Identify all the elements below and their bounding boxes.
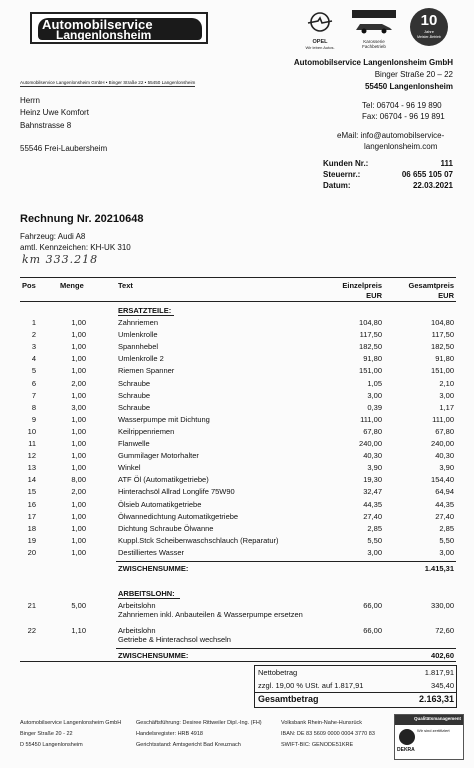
recipient-salutation: Herrn: [20, 96, 41, 105]
footer-bank-line: Volksbank Rhein-Nahe-Hunsrück: [281, 720, 363, 726]
cell-gesamt: 154,40: [431, 475, 454, 485]
total-value: 2.163,31: [418, 694, 454, 704]
cell-einzel: 44,35: [363, 499, 382, 509]
footer-legal: [136, 718, 262, 751]
cell-text: Kuppl.Stck Scheibenwaschschlauch (Reparatur): [118, 535, 279, 545]
col-einzel-unit: EUR: [366, 291, 382, 300]
cell-menge: 1,00: [71, 318, 86, 327]
cell-pos: 3: [31, 342, 36, 352]
table-row: [20, 366, 456, 378]
recipient-city: 55546 Frei-Laubersheim: [20, 144, 108, 153]
col-gesamt-unit: EUR: [438, 291, 454, 300]
cell-text: Winkel: [118, 463, 141, 473]
dekra-seal-icon: [399, 729, 415, 745]
cell-gesamt: 111,00: [432, 414, 454, 424]
cell-einzel: 5,50: [367, 535, 382, 545]
tax-no: 06 655 105 07: [401, 170, 453, 179]
plate-label: amtl. Kennzeichen: KH-UK 310: [20, 243, 131, 252]
cell-pos: 16: [27, 499, 36, 509]
table-bottom-rule: [20, 661, 456, 662]
cell-menge: 1,00: [71, 451, 86, 461]
footer-legal-line: Gerichtsstand: Amtsgericht Bad Kreuznach: [136, 742, 241, 748]
cell-menge: 3,00: [71, 402, 86, 412]
customer-no: 111: [440, 159, 453, 168]
cell-text: Wasserpumpe mit Dichtung: [118, 414, 210, 424]
dekra-subtitle: Wir sind zertifiziert: [417, 728, 450, 733]
cell-einzel: 3,90: [367, 463, 382, 473]
company-logo: [30, 12, 208, 44]
vat-label: zzgl. 19,00 % USt. auf 1.817,91: [258, 681, 364, 690]
cell-desc: Getriebe & Hinterachsol wechseln: [118, 635, 231, 644]
table-row: [20, 463, 456, 475]
cell-menge: 1,00: [71, 535, 86, 545]
footer-address-line: Binger Straße 20 - 22: [20, 731, 73, 737]
table-row: [20, 512, 456, 524]
company-tel: Tel: 06704 - 96 19 890: [362, 101, 442, 110]
table-row: [20, 439, 456, 451]
cell-gesamt: 330,00: [431, 601, 454, 610]
cell-menge: 1,00: [71, 354, 86, 364]
table-row: [20, 342, 456, 354]
cell-pos: 2: [31, 330, 36, 340]
cell-einzel: 40,30: [363, 451, 382, 461]
cell-title: Arbeitslohn: [118, 601, 156, 610]
company-name: Automobilservice Langenlonsheim GmbH: [293, 58, 453, 67]
cell-pos: 22: [27, 626, 36, 635]
section-labor-underline: [118, 598, 180, 599]
cell-einzel: 27,40: [363, 511, 382, 521]
cell-gesamt: 240,00: [431, 439, 454, 448]
cell-menge: 1,00: [71, 342, 86, 352]
opel-bolt-icon: [302, 10, 338, 34]
subtotal1-label: ZWISCHENSUMME:: [118, 564, 189, 573]
table-row: [20, 330, 456, 342]
footer-address-line: D 55450 Langenlonsheim: [20, 742, 83, 748]
cell-menge: 1,00: [71, 499, 86, 509]
opel-slogan: Wir leben Autos.: [305, 45, 335, 50]
cell-pos: 20: [27, 547, 36, 557]
cell-menge: 1,00: [71, 366, 86, 376]
footer-bank: [281, 718, 375, 751]
table-row: [20, 536, 456, 548]
cell-text: Gummilager Motorhalter: [118, 451, 199, 461]
karosserie-logo: [352, 10, 396, 49]
customer-no-label: Kunden Nr.:: [323, 159, 369, 168]
cell-pos: 7: [31, 390, 36, 400]
cell-gesamt: 2,85: [439, 523, 454, 533]
footer-address-line: Automobilservice Langenlonsheim GmbH: [20, 720, 122, 726]
logo-line2: Langenlonsheim: [56, 28, 152, 42]
date-label: Datum:: [323, 181, 351, 190]
logo-line1: Automobilservice: [42, 17, 153, 32]
cell-gesamt: 3,00: [439, 390, 454, 400]
table-row: [20, 427, 456, 439]
tax-no-label: Steuernr.:: [323, 170, 361, 179]
cell-pos: 15: [27, 487, 36, 497]
cell-text: Keilrippenriemen: [118, 426, 175, 436]
subtotal1-rule: [116, 561, 456, 562]
cell-einzel: 182,50: [359, 342, 382, 352]
cell-menge: 1,00: [71, 547, 86, 557]
dekra-seal: [394, 714, 464, 760]
cell-einzel: 3,00: [367, 390, 382, 400]
table-header-rule: [20, 301, 456, 302]
table-row: [20, 391, 456, 403]
section-parts-title: ERSATZTEILE:: [118, 306, 172, 315]
anniversary-number: 10: [420, 12, 438, 29]
cell-menge: 1,00: [71, 330, 86, 340]
cell-gesamt: 44,35: [435, 499, 454, 509]
net-label: Nettobetrag: [258, 668, 298, 677]
cell-text: Ölwannedichtung Automatikgetriebe: [118, 511, 239, 521]
cell-text: Schraube: [118, 402, 151, 412]
cell-einzel: 2,85: [367, 523, 382, 533]
cell-pos: 12: [27, 451, 36, 461]
col-pos: Pos: [22, 281, 36, 290]
cell-menge: 1,00: [71, 414, 86, 424]
cell-gesamt: 2,10: [439, 378, 454, 388]
table-row: [20, 451, 456, 463]
cell-gesamt: 40,30: [435, 451, 454, 461]
cell-gesamt: 64,94: [435, 487, 454, 497]
cell-einzel: 67,80: [363, 426, 382, 436]
cell-gesamt: 27,40: [435, 511, 454, 521]
table-top-rule: [20, 277, 456, 278]
col-einzel: Einzelpreis: [342, 281, 382, 290]
cell-gesamt: 151,00: [431, 366, 454, 376]
cell-menge: 1,00: [71, 439, 86, 448]
footer-legal-line: Handelsregister: HRB 4918: [136, 731, 203, 737]
company-email: eMail: info@automobilservice-: [337, 131, 445, 140]
car-body-icon: [352, 18, 396, 34]
total-label: Gesamtbetrag: [258, 694, 319, 704]
cell-pos: 10: [27, 426, 36, 436]
cell-menge: 1,00: [71, 523, 86, 533]
footer-legal-line: Geschäftsführung: Desiree Rittweiler Dipl.-Ing. (FH): [136, 720, 262, 726]
cell-pos: 21: [27, 601, 36, 610]
cell-text: Zahnriemen: [118, 318, 159, 327]
cell-gesamt: 1,17: [439, 402, 454, 412]
cell-gesamt: 5,50: [439, 535, 454, 545]
table-row: [20, 500, 456, 512]
cell-text: Schraube: [118, 390, 151, 400]
cell-text: Schraube: [118, 378, 151, 388]
subtotal2-rule: [116, 648, 456, 649]
col-menge: Menge: [60, 281, 84, 290]
table-row: [20, 524, 456, 536]
cell-pos: 4: [31, 354, 36, 364]
col-gesamt: Gesamtpreis: [408, 281, 454, 290]
cell-menge: 8,00: [71, 475, 86, 485]
subtotal2-label: ZWISCHENSUMME:: [118, 651, 189, 660]
cell-pos: 13: [27, 463, 36, 473]
opel-logo: [302, 10, 338, 50]
cell-text: Umlenkrolle: [118, 330, 158, 340]
cell-pos: 18: [27, 523, 36, 533]
opel-label: OPEL: [312, 39, 328, 45]
cell-text: Hinterachsöl Allrad Longlife 75W90: [118, 487, 235, 497]
table-row: [20, 354, 456, 366]
cell-text: Spannhebel: [118, 342, 159, 352]
company-city: 55450 Langenlonsheim: [364, 82, 453, 91]
labor-row: [20, 601, 456, 623]
cell-text: ATF Öl (Automatikgetriebe): [118, 475, 209, 485]
recipient-name: Heinz Uwe Komfort: [20, 108, 89, 117]
cell-einzel: 104,80: [359, 318, 382, 327]
totals-divider: [254, 692, 456, 693]
cell-pos: 19: [27, 535, 36, 545]
cell-einzel: 91,80: [363, 354, 382, 364]
cell-text: Riemen Spanner: [118, 366, 175, 376]
company-email-domain: langenlonsheim.com: [364, 142, 438, 151]
cell-gesamt: 104,80: [431, 318, 454, 327]
cell-einzel: 111,00: [360, 414, 382, 424]
cell-einzel: 151,00: [359, 366, 382, 376]
recipient-street: Bahnstrasse 8: [20, 121, 72, 130]
table-row: [20, 475, 456, 487]
cell-gesamt: 3,90: [439, 463, 454, 473]
dekra-title: Qualitätsmanagement: [413, 716, 461, 721]
cell-pos: 6: [31, 378, 36, 388]
meister-label: Meister-Betrieb: [417, 35, 441, 39]
invoice-date: 22.03.2021: [412, 181, 453, 190]
cell-menge: 5,00: [71, 601, 86, 610]
section-labor-title: ARBEITSLOHN:: [118, 589, 175, 598]
cell-menge: 1,00: [71, 511, 86, 521]
cell-menge: 2,00: [71, 378, 86, 388]
cell-pos: 14: [27, 475, 36, 485]
col-text: Text: [118, 281, 133, 290]
cell-gesamt: 72,60: [435, 626, 454, 635]
cell-einzel: 66,00: [363, 601, 382, 610]
vehicle-label: Fahrzeug: Audi A8: [20, 232, 86, 241]
footer-bank-line: IBAN: DE 83 5609 0000 0004 3770 83: [281, 731, 375, 737]
cell-gesamt: 182,50: [431, 342, 454, 352]
cell-menge: 1,00: [71, 390, 86, 400]
cell-einzel: 66,00: [363, 626, 382, 635]
anniversary-badge: [410, 8, 448, 46]
cell-einzel: 3,00: [367, 547, 382, 557]
sender-line: Automobilservice Langenlonsheim GmbH • Binger Straße 22 • 55450 Langenlonsheim: [20, 80, 196, 85]
cell-menge: 1,00: [71, 463, 86, 473]
company-street: Binger Straße 20 – 22: [374, 70, 453, 79]
cell-text: Umlenkrolle 2: [118, 354, 164, 364]
karosserie-label: Karosserie Fachbetrieb: [362, 39, 386, 49]
cell-gesamt: 3,00: [439, 547, 454, 557]
cell-einzel: 19,30: [363, 475, 382, 485]
handwritten-mileage: km 333.218: [22, 253, 99, 266]
cell-gesamt: 91,80: [435, 354, 454, 364]
invoice-title: Rechnung Nr. 20210648: [20, 213, 144, 225]
cell-menge: 2,00: [71, 487, 86, 497]
table-row: [20, 318, 456, 330]
cell-pos: 5: [31, 366, 36, 376]
dekra-logo: DEKRA: [397, 747, 415, 753]
subtotal2-value: 402,60: [431, 651, 454, 660]
section-parts-underline: [118, 315, 174, 316]
anniversary-sub: Jahre: [423, 29, 434, 34]
cell-title: Arbeitslohn: [118, 626, 156, 635]
cell-text: Flanwelle: [118, 439, 150, 448]
table-row: [20, 415, 456, 427]
cell-pos: 11: [28, 439, 36, 448]
cell-menge: 1,00: [71, 426, 86, 436]
net-value: 1.817,91: [424, 668, 454, 677]
footer-bank-line: SWIFT-BIC: GENODE51KRE: [281, 742, 354, 748]
cell-text: Destilliertes Wasser: [118, 547, 184, 557]
cell-einzel: 0,39: [367, 402, 382, 412]
cell-einzel: 1,05: [367, 378, 382, 388]
cell-desc: Zahnriemen inkl. Anbauteilen & Wasserpumpe ersetzen: [118, 610, 303, 619]
cell-gesamt: 117,50: [431, 330, 454, 340]
cell-pos: 9: [31, 414, 36, 424]
cell-text: Ölsieb Automatikgetriebe: [118, 499, 202, 509]
cell-pos: 8: [31, 402, 36, 412]
company-fax: Fax: 06704 - 96 19 891: [362, 112, 445, 121]
cell-gesamt: 67,80: [435, 426, 454, 436]
cell-text: Dichtung Schraube Ölwanne: [118, 523, 214, 533]
cell-einzel: 117,50: [359, 330, 382, 340]
cell-einzel: 240,00: [359, 439, 382, 448]
subtotal1-value: 1.415,31: [424, 564, 454, 573]
vat-value: 345,40: [431, 681, 454, 690]
cell-pos: 1: [31, 318, 36, 327]
cell-einzel: 32,47: [363, 487, 382, 497]
table-row: [20, 403, 456, 415]
cell-pos: 17: [27, 511, 36, 521]
karosserie-banner: [352, 10, 396, 18]
footer-address: [20, 718, 121, 751]
table-row: [20, 379, 456, 391]
table-row: [20, 487, 456, 499]
table-row: [20, 548, 456, 560]
labor-row: [20, 626, 456, 648]
cell-menge: 1,10: [71, 626, 86, 635]
